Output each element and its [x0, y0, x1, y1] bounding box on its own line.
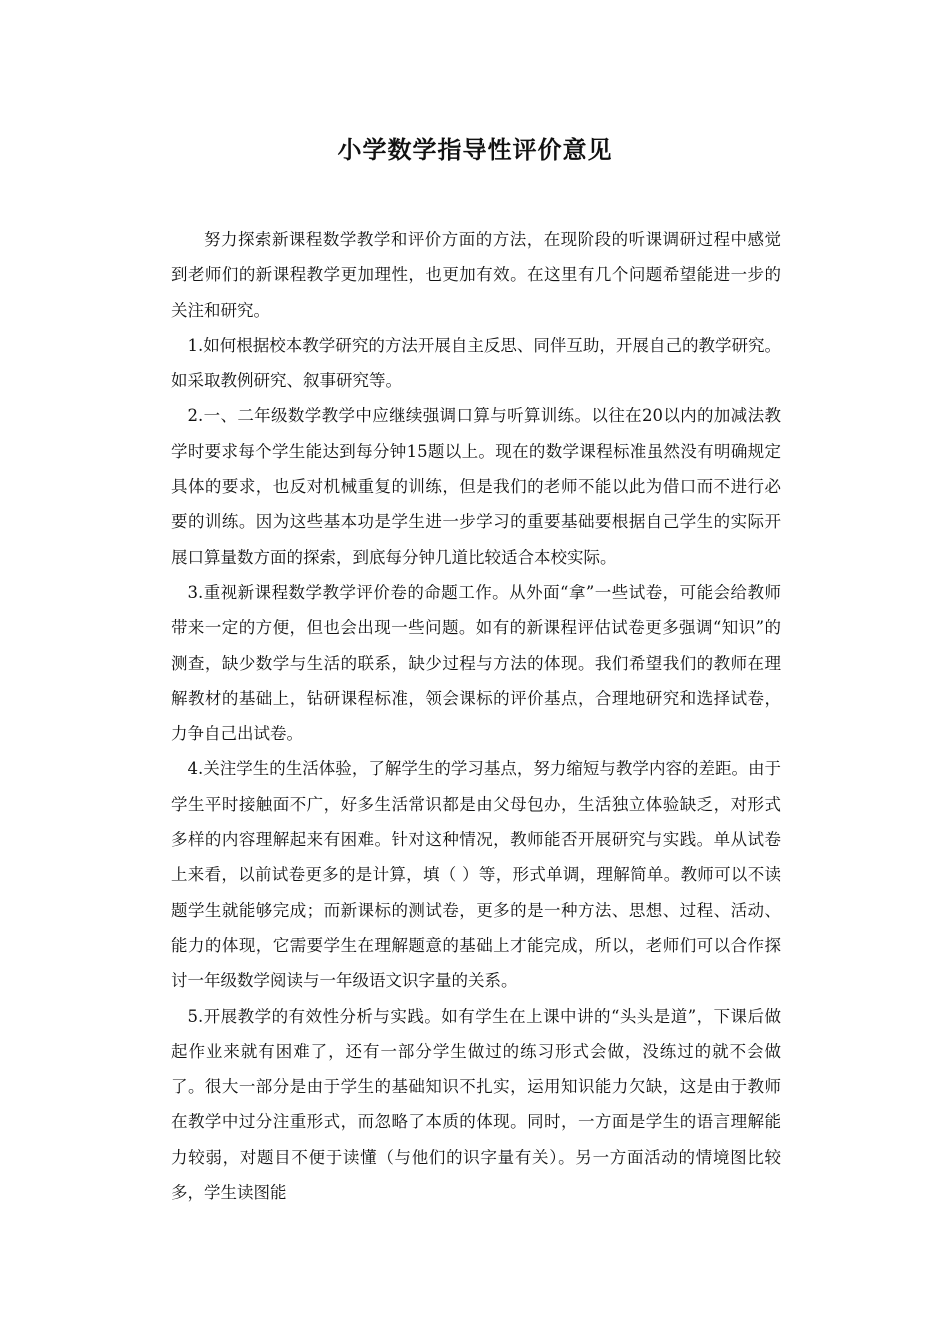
- point-1-paragraph: 1.如何根据校本教学研究的方法开展自主反思、同伴互助，开展自己的教学研究。如采取教例研究、叙事研究等。: [171, 335, 781, 391]
- document-body: [171, 222, 781, 1210]
- document-title: 小学数学指导性评价意见: [337, 136, 613, 164]
- intro-paragraph: 努力探索新课程数学教学和评价方面的方法，在现阶段的听课调研过程中感觉到老师们的新课程教学更加理性，也更加有效。在这里有几个问题希望能进一步的关注和研究。: [171, 230, 781, 320]
- point-5-paragraph: 5.开展教学的有效性分析与实践。如有学生在上课中讲的“头头是道”，下课后做起作业来就有困难了，还有一部分学生做过的练习形式会做，没练过的就不会做了。很大一部分是由于学生的基础知识不扎实，运用知识能力欠缺，这是由于教师在教学中过分注重形式，而忽略了本质的体现。同时，一方面是学生的语言理解能力较弱，对题目不便于读懂（与他们的识字量有关）。另一方面活动的情境图比较多，学生读图能: [171, 1006, 781, 1203]
- point-2-paragraph: 2.一、二年级数学教学中应继续强调口算与听算训练。以往在20以内的加减法教学时要求每个学生能达到每分钟15题以上。现在的数学课程标准虽然没有明确规定具体的要求，也反对机械重复的训练，但是我们的老师不能以此为借口而不进行必要的训练。因为这些基本功是学生进一步学习的重要基础要根据自己学生的实际开展口算量数方面的探索，到底每分钟几道比较适合本校实际。: [171, 406, 781, 567]
- point-4-paragraph: 4.关注学生的生活体验，了解学生的学习基点，努力缩短与教学内容的差距。由于学生平时接触面不广，好多生活常识都是由父母包办，生活独立体验缺乏，对形式多样的内容理解起来有困难。针对这种情况，教师能否开展研究与实践。单从试卷上来看，以前试卷更多的是计算，填（ ）等，形式单调，理解简单。教师可以不读题学生就能够完成；而新课标的测试卷，更多的是一种方法、思想、过程、活动、能力的体现，它需要学生在理解题意的基础上才能完成，所以，老师们可以合作探讨一年级数学阅读与一年级语文识字量的关系。: [171, 759, 781, 991]
- point-3-paragraph: 3.重视新课程数学教学评价卷的命题工作。从外面“拿”一些试卷，可能会给教师带来一定的方便，但也会出现一些问题。如有的新课程评估试卷更多强调“知识”的测查，缺少数学与生活的联系，缺少过程与方法的体现。我们希望我们的教师在理解教材的基础上，钻研课程标准，领会课标的评价基点，合理地研究和选择试卷，力争自己出试卷。: [171, 582, 781, 744]
